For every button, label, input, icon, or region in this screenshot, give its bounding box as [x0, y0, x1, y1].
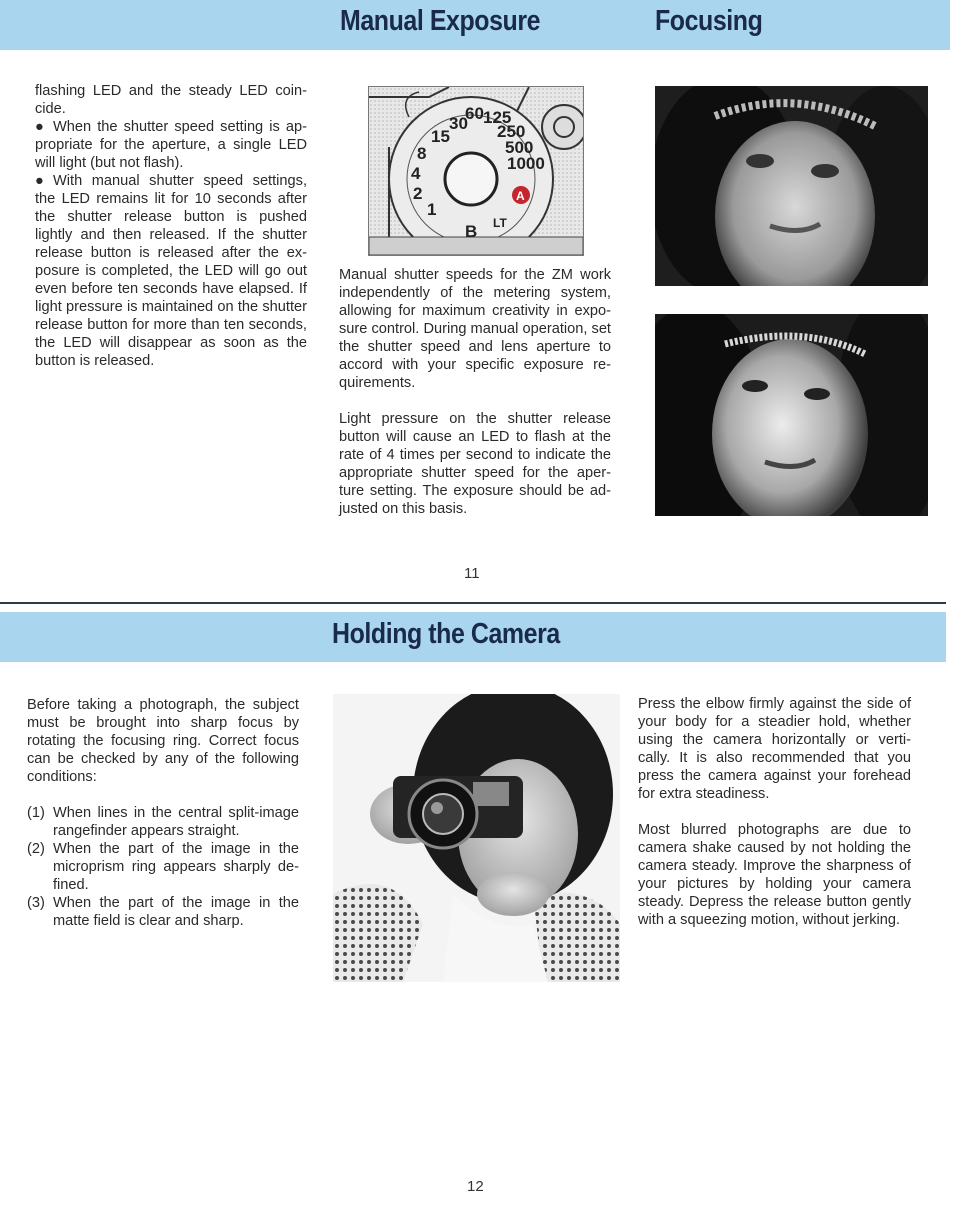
- svg-text:B: B: [465, 222, 478, 241]
- svg-text:LT: LT: [493, 216, 507, 230]
- svg-text:500: 500: [505, 138, 534, 157]
- column-manual-speeds: [339, 266, 611, 518]
- bullet-icon: ●: [35, 119, 44, 135]
- page-number: 11: [464, 565, 480, 582]
- paragraph: Before taking a photograph, the subject must be brought into sharp focus by rotating the focusing ring. Correct focus can be checked by any of the following conditions:: [27, 697, 299, 785]
- page-title-focusing: Focusing: [655, 5, 763, 37]
- page-divider: [0, 602, 946, 604]
- paragraph: flashing LED and the steady LED coin-cide.: [35, 83, 307, 117]
- list-item: (2) When the part of the image in the microprism ring appears sharply de-fined.: [27, 841, 299, 893]
- svg-text:60: 60: [465, 104, 484, 123]
- page-number: 12: [467, 1178, 484, 1195]
- focus-photo-sharp: [655, 314, 928, 516]
- page-title-manual-exposure: Manual Exposure: [340, 5, 541, 37]
- column-focus-conditions: [27, 696, 299, 930]
- list-item: (3) When the part of the image in the matte field is clear and sharp.: [27, 895, 299, 929]
- list-item: (1) When lines in the central split-image rangefinder appears straight.: [27, 805, 299, 839]
- paragraph: Manual shutter speeds for the ZM work independently of the metering system, allowing for maximum creativity in expo-sure control. During manual operation, set the shutter speed and lens aperture to accord with your specific exposure re-quirements.: [339, 267, 611, 391]
- bullet-item: ● With manual shutter speed settings, the LED remains lit for 10 seconds after the shutter release button is pushed lightly and then released. If the shutter release button is released after the ex-posure is completed, the LED will go out even before ten seconds have elapsed. If light pressure is maintained on the shutter release button for more than ten seconds, the LED will disappear as soon as the button is released.: [35, 173, 307, 369]
- svg-text:125: 125: [483, 108, 512, 127]
- bullet-item: ● When the shutter speed setting is ap-propriate for the aperture, a single LED will light (but not flash).: [35, 119, 307, 171]
- holding-camera-photo: [333, 694, 620, 982]
- column-led-text: [35, 82, 307, 370]
- bullet-icon: ●: [35, 173, 44, 189]
- page-title-holding-camera: Holding the Camera: [332, 618, 560, 650]
- paragraph: Most blurred photographs are due to camera shake caused by not holding the camera steady. Improve the sharpness of your pictures by holding your camera steady. Depress the release button gently with a squeezing motion, without jerking.: [638, 822, 911, 928]
- svg-text:2: 2: [413, 184, 423, 203]
- svg-text:30: 30: [449, 114, 468, 133]
- paragraph: Light pressure on the shutter release button will cause an LED to flash at the rate of 4 times per second to indicate the appropriate shutter speed for the aper-ture setting. The exposure should be ad-justed on this basis.: [339, 411, 611, 517]
- svg-text:8: 8: [417, 144, 427, 163]
- svg-text:250: 250: [497, 122, 526, 141]
- svg-text:1: 1: [427, 200, 437, 219]
- paragraph: Press the elbow firmly against the side of your body for a steadier hold, whether using the camera horizontally or verti-cally. It is also recommended that you press the camera against your forehead for extra steadiness.: [638, 696, 911, 802]
- svg-text:4: 4: [411, 164, 421, 183]
- focus-photo-blurred: [655, 86, 928, 286]
- svg-text:15: 15: [431, 127, 450, 146]
- svg-text:A: A: [516, 189, 525, 203]
- column-steady-hold: [638, 695, 911, 929]
- svg-text:1000: 1000: [507, 154, 545, 173]
- shutter-dial-illustration: [368, 86, 584, 256]
